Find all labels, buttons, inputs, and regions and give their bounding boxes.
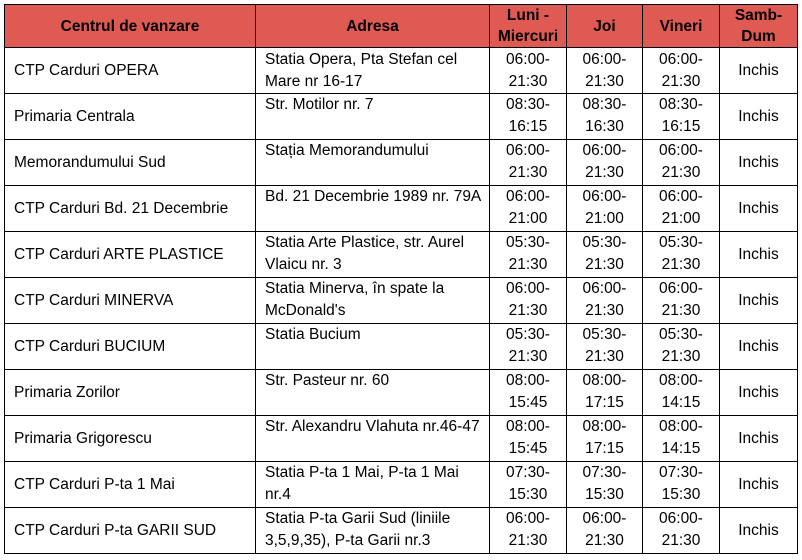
table-row	[5, 186, 798, 232]
header-luni-miercuri-line1: Luni -	[506, 7, 550, 24]
cell-adresa: Str. Motilor nr. 7	[256, 94, 490, 140]
cell-centru: CTP Carduri P-ta GARII SUD	[5, 508, 256, 554]
cell-vineri: 06:00- 21:00	[643, 186, 720, 232]
cell-samb-dum: Inchis	[720, 140, 798, 186]
table-header	[5, 5, 798, 48]
cell-luni-miercuri: 08:00- 15:45	[490, 416, 567, 462]
cell-centru: CTP Carduri BUCIUM	[5, 324, 256, 370]
cell-vineri: 07:30- 15:30	[643, 462, 720, 508]
cell-samb-dum: Inchis	[720, 232, 798, 278]
header-row	[5, 5, 798, 48]
cell-samb-dum: Inchis	[720, 48, 798, 94]
table-row	[5, 278, 798, 324]
cell-centru: Primaria Centrala	[5, 94, 256, 140]
cell-centru: Primaria Grigorescu	[5, 416, 256, 462]
cell-centru: CTP Carduri MINERVA	[5, 278, 256, 324]
cell-samb-dum: Inchis	[720, 186, 798, 232]
cell-centru: Primaria Zorilor	[5, 370, 256, 416]
cell-samb-dum: Inchis	[720, 462, 798, 508]
sales-centers-schedule-table	[4, 4, 798, 554]
cell-vineri: 08:00- 14:15	[643, 416, 720, 462]
cell-luni-miercuri: 08:00- 15:45	[490, 370, 567, 416]
cell-vineri: 06:00- 21:30	[643, 48, 720, 94]
cell-luni-miercuri: 06:00- 21:00	[490, 186, 567, 232]
cell-luni-miercuri: 06:00- 21:30	[490, 140, 567, 186]
cell-samb-dum: Inchis	[720, 94, 798, 140]
cell-centru: CTP Carduri OPERA	[5, 48, 256, 94]
table-row	[5, 140, 798, 186]
table-row	[5, 416, 798, 462]
cell-joi: 07:30- 15:30	[567, 462, 643, 508]
header-luni-miercuri	[490, 5, 567, 48]
table-row	[5, 462, 798, 508]
header-samb-dum-line1: Samb-	[734, 7, 783, 24]
cell-vineri: 08:00- 14:15	[643, 370, 720, 416]
table-row	[5, 48, 798, 94]
cell-centru: CTP Carduri ARTE PLASTICE	[5, 232, 256, 278]
cell-samb-dum: Inchis	[720, 324, 798, 370]
cell-joi: 06:00- 21:00	[567, 186, 643, 232]
cell-adresa: Bd. 21 Decembrie 1989 nr. 79A	[256, 186, 490, 232]
cell-joi: 08:30- 16:30	[567, 94, 643, 140]
cell-centru: Memorandumului Sud	[5, 140, 256, 186]
cell-joi: 06:00- 21:30	[567, 508, 643, 554]
cell-vineri: 05:30- 21:30	[643, 232, 720, 278]
table-row	[5, 94, 798, 140]
cell-centru: CTP Carduri P-ta 1 Mai	[5, 462, 256, 508]
header-centru: Centrul de vanzare	[5, 5, 256, 48]
cell-adresa: Statia Bucium	[256, 324, 490, 370]
cell-joi: 05:30- 21:30	[567, 232, 643, 278]
cell-adresa: Stația Memorandumului	[256, 140, 490, 186]
cell-vineri: 05:30- 21:30	[643, 324, 720, 370]
header-adresa: Adresa	[256, 5, 490, 48]
header-joi: Joi	[567, 5, 643, 48]
cell-adresa: Statia P-ta Garii Sud (liniile 3,5,9,35), P-ta Garii nr.3	[256, 508, 490, 554]
cell-luni-miercuri: 05:30- 21:30	[490, 324, 567, 370]
cell-joi: 08:00- 17:15	[567, 416, 643, 462]
cell-samb-dum: Inchis	[720, 370, 798, 416]
table-row	[5, 370, 798, 416]
cell-adresa: Statia Opera, Pta Stefan cel Mare nr 16-17	[256, 48, 490, 94]
header-samb-dum	[720, 5, 798, 48]
table-row	[5, 508, 798, 554]
cell-centru: CTP Carduri Bd. 21 Decembrie	[5, 186, 256, 232]
cell-adresa: Statia Minerva, în spate la McDonald's	[256, 278, 490, 324]
cell-vineri: 06:00- 21:30	[643, 140, 720, 186]
cell-samb-dum: Inchis	[720, 278, 798, 324]
cell-luni-miercuri: 06:00- 21:30	[490, 508, 567, 554]
header-luni-miercuri-line2: Miercuri	[497, 28, 559, 45]
table-row	[5, 324, 798, 370]
cell-samb-dum: Inchis	[720, 508, 798, 554]
cell-luni-miercuri: 07:30- 15:30	[490, 462, 567, 508]
cell-luni-miercuri: 05:30- 21:30	[490, 232, 567, 278]
table-row	[5, 232, 798, 278]
cell-vineri: 08:30- 16:15	[643, 94, 720, 140]
cell-joi: 06:00- 21:30	[567, 140, 643, 186]
cell-samb-dum: Inchis	[720, 416, 798, 462]
cell-joi: 05:30- 21:30	[567, 324, 643, 370]
cell-luni-miercuri: 08:30- 16:15	[490, 94, 567, 140]
cell-adresa: Statia Arte Plastice, str. Aurel Vlaicu nr. 3	[256, 232, 490, 278]
cell-adresa: Statia P-ta 1 Mai, P-ta 1 Mai nr.4	[256, 462, 490, 508]
cell-joi: 08:00- 17:15	[567, 370, 643, 416]
cell-luni-miercuri: 06:00- 21:30	[490, 278, 567, 324]
cell-vineri: 06:00- 21:30	[643, 278, 720, 324]
header-samb-dum-line2: Dum	[741, 28, 776, 45]
cell-vineri: 06:00- 21:30	[643, 508, 720, 554]
cell-adresa: Str. Pasteur nr. 60	[256, 370, 490, 416]
cell-joi: 06:00- 21:30	[567, 48, 643, 94]
header-vineri: Vineri	[643, 5, 720, 48]
cell-joi: 06:00- 21:30	[567, 278, 643, 324]
cell-adresa: Str. Alexandru Vlahuta nr.46-47	[256, 416, 490, 462]
cell-luni-miercuri: 06:00- 21:30	[490, 48, 567, 94]
table-body	[5, 48, 798, 554]
